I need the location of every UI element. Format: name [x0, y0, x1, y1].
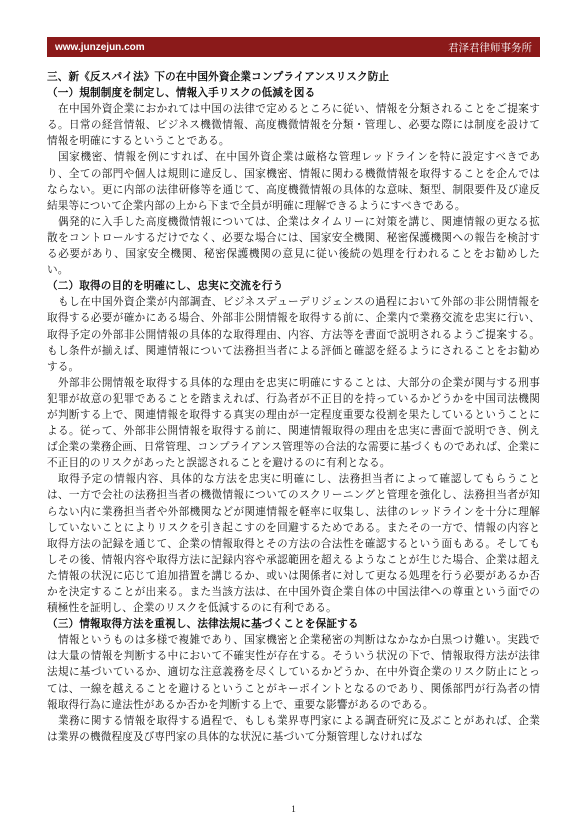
page-header-bar	[47, 37, 540, 57]
paragraph: 取得予定の情報内容、具体的な方法を忠実に明確にし、法務担当者によって確認してもらうことは、一方で会社の法務担当者の機微情報についてのスクリーニングと管理を強化し、法務担当者が知らない内に業務担当者や外部機関などが関連情報を軽率に収集し、法律のレッドラインを十分に理解していないことによりリスクを引き起こすのを回避するためである。またその一方で、情報の内容と取得方法の記録を通じて、企業の情報取得とその方法の合法性を確認するという面もある。そしてもしその後、情報内容や取得方法に記録内容や承認範囲を超えるようなことが生じた場合、企業は超えた情報の状況に応じて追加措置を講じるか、或いは関係者に対して更なる処理を行う必要があるか否かを決定することが出来る。また当該方法は、在中国外資企業自体の中国法律への尊重という面での積極性を証明し、企業のリスクを低減するのに有利である。	[47, 473, 540, 615]
law-firm-name: 君泽君律师事务所	[448, 41, 532, 54]
paragraph: 国家機密、情報を例にすれば、在中国外資企業は厳格な管理レッドラインを特に設定すべきであり、全ての部門や個人は規則に違反し、国家機密、情報に関わる機微情報を取得することを企んではならない。更に内部の法律研修等を通じて、高度機微情報の具体的な意味、類型、制限要件及び違反結果等について企業内部の上から下まで全員が明確に理解できるようにすべきである。	[47, 151, 540, 212]
subsection-heading-1: （一）規制制度を制定し、情報入手リスクの低減を図る	[47, 87, 316, 100]
paragraph: 業務に関する情報を取得する過程で、もしも業界専門家による調査研究に及ぶことがあれば、企業は業界の機微程度及び専門家の具体的な状況に基づいて分類管理しなければな	[47, 714, 540, 743]
section-title: 三、新《反スパイ法》下の在中国外資企業コンプライアンスリスク防止	[47, 71, 390, 83]
page-number: 1	[291, 804, 296, 814]
paragraph: もし在中国外資企業が内部調査、ビジネスデューデリジェンスの過程において外部の非公開情報を取得する必要が確かにある場合、外部非公開情報を取得する前に、企業内で業務交流を忠実に行い、取得予定の外部非公開情報の具体的な取得理由、内容、方法等を書面で説明されるようご提案する。もし条件が揃えば、関連情報について法務担当者による評価と確認を経るようにされることをお勧めする。	[47, 296, 540, 373]
paragraph: 情報というものは多様で複雑であり、国家機密と企業秘密の判断はなかなか白黒つけ難い。実践では大量の情報を判断する中において不確実性が存在する。そういう状況の下で、情報取得方法が法律法規に基づいているか、適切な注意義務を尽くしているかどうか、在中外資企業のリスク防止にとっては、一線を越えることを避けるということがキーポイントとなるのであり、関係部門が行為者の情報取得行為に違法性があるか否かを判断する上で、重要な影響があるのである。	[47, 634, 540, 711]
paragraph: 外部非公開情報を取得する具体的な理由を忠実に明確にすることは、大部分の企業が関与する刑事犯罪が故意の犯罪であることを踏まえれば、行為者が不正目的を持っているかどうかを中国司法機関が判断する上で、関連情報を取得する真実の理由が一定程度重要な役割を果たしているということによる。従って、外部非公開情報を取得する前に、関連情報取得の理由を忠実に書面で説明でき、例えば企業の業務企画、日常管理、コンプライアンス管理等の合法的な需要に基づくものであれば、企業に不正目的のリスクがあったと誤認されることを避けるのに有利となる。	[47, 376, 540, 470]
subsection-heading-2: （二）取得の目的を明確にし、忠実に交流を行う	[47, 280, 284, 293]
subsection-heading-3: （三）情報取得方法を重視し、法律法規に基づくことを保証する	[47, 618, 359, 631]
paragraph: 偶発的に入手した高度機微情報については、企業はタイムリーに対策を講じ、関連情報の更なる拡散をコントロールするだけでなく、必要な場合には、国家安全機関、秘密保護機関への報告を検討する必要があり、国家安全機関、秘密保護機関の意見に従い後続の処理を行われることをお勧めしたい。	[47, 215, 540, 277]
paragraph: 在中国外資企業におかれては中国の法律で定めるところに従い、情報を分類されることをご提案する。日常の経営情報、ビジネス機微情報、高度機微情報を分類・管理し、必要な際には制度を設けて情報を明確にするということである。	[47, 103, 540, 148]
document-body	[47, 69, 540, 745]
website-url[interactable]: www.junzejun.com	[55, 41, 145, 53]
